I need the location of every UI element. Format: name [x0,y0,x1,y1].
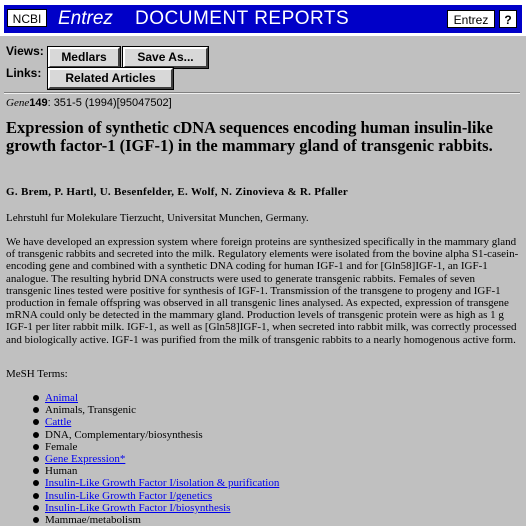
bullet-icon [33,395,39,401]
mesh-term-text: DNA, Complementary/biosynthesis [45,428,203,441]
mesh-term[interactable] [0,453,279,465]
abstract: We have developed an expression system where foreign proteins are synthesized specifically in the mammary gland of transgenic rabbits and secreted into the milk. Regulatory elements were isolated from the bovine alpha S1-casein-encoding gene and combined with a synthetic DNA coding for human IGF-1 and for [Gln58]IGF-1, an IGF-1 analogue. The resulting hybrid DNA constructs were used to generate transgenic rabbits. Females of seven transgenic lines tested were positive for synthesis of IGF-1. Transmission of the transgene to progeny and IGF-1 production in female offspring was observed in all transgenic lines analysed. As expected, expression of transgene mRNA could only be detected in the mammary gland. Production levels of transgenic protein were as high as 1 g IGF-1 per liter rabbit milk. IGF-1, as well as [Gln58]IGF-1, when secreted into rabbit milk, was correctly processed and biologically active. IGF-1 was purified from the milk of transgenic rabbits to a nearly homogenous active form. [6,236,519,346]
mesh-term[interactable] [0,416,279,428]
authors: G. Brem, P. Hartl, U. Besenfelder, E. Wolf, N. Zinovieva & R. Pfaller [6,186,349,198]
article-title: Expression of synthetic cDNA sequences encoding human insulin-like growth factor-1 (IGF-1) in the mammary gland of transgenic rabbits. [6,118,493,155]
mesh-term-link[interactable]: Insulin-Like Growth Factor I/genetics [45,489,213,502]
views-label: Views: [6,44,44,58]
citation-journal: Gene [6,97,30,109]
bullet-icon [33,505,39,511]
mesh-term [0,465,279,477]
links-label: Links: [6,66,42,80]
entrez-title: Entrez [58,8,113,29]
mesh-term[interactable] [0,502,279,514]
bullet-icon [33,419,39,425]
affiliation: Lehrstuhl fur Molekulare Tierzucht, Universitat Munchen, Germany. [6,212,309,224]
bullet-icon [33,432,39,438]
bullet-icon [33,468,39,474]
entrez-button[interactable]: Entrez [447,10,495,28]
mesh-term-text: Human [45,465,78,478]
mesh-term-text: Mammae/metabolism [45,513,141,526]
divider [4,92,520,94]
mesh-term-link[interactable]: Animal [45,392,78,404]
bullet-icon [33,407,39,413]
header [0,0,526,36]
mesh-label: MeSH Terms: [6,368,68,380]
header-bar [4,5,522,33]
mesh-term [0,514,279,526]
mesh-term-link[interactable]: Insulin-Like Growth Factor I/biosynthesis [45,501,231,514]
mesh-term [0,429,279,441]
mesh-term [0,404,279,416]
bullet-icon [33,517,39,523]
mesh-term-text: Animals, Transgenic [45,404,137,417]
citation [6,97,172,109]
bullet-icon [33,493,39,499]
ncbi-logo[interactable]: NCBI [7,9,47,27]
mesh-term[interactable] [0,392,279,404]
bullet-icon [33,444,39,450]
bullet-icon [33,480,39,486]
medlars-button[interactable]: Medlars [48,47,120,68]
mesh-term[interactable] [0,477,279,489]
citation-volume: 149 [29,97,48,109]
page-title: DOCUMENT REPORTS [135,8,350,29]
mesh-term [0,441,279,453]
citation-rest: : 351-5 (1994)[95047502] [47,97,172,109]
help-button[interactable]: ? [499,10,517,28]
save-as-button[interactable]: Save As... [123,47,208,68]
mesh-term-text: Female [45,440,78,453]
mesh-term-link[interactable]: Gene Expression* [45,452,126,465]
mesh-term-link[interactable]: Insulin-Like Growth Factor I/isolation & purification [45,477,280,490]
bullet-icon [33,456,39,462]
mesh-term-link[interactable]: Cattle [45,416,72,429]
related-articles-button[interactable]: Related Articles [48,68,173,89]
mesh-term[interactable] [0,490,279,502]
mesh-list [0,392,279,526]
